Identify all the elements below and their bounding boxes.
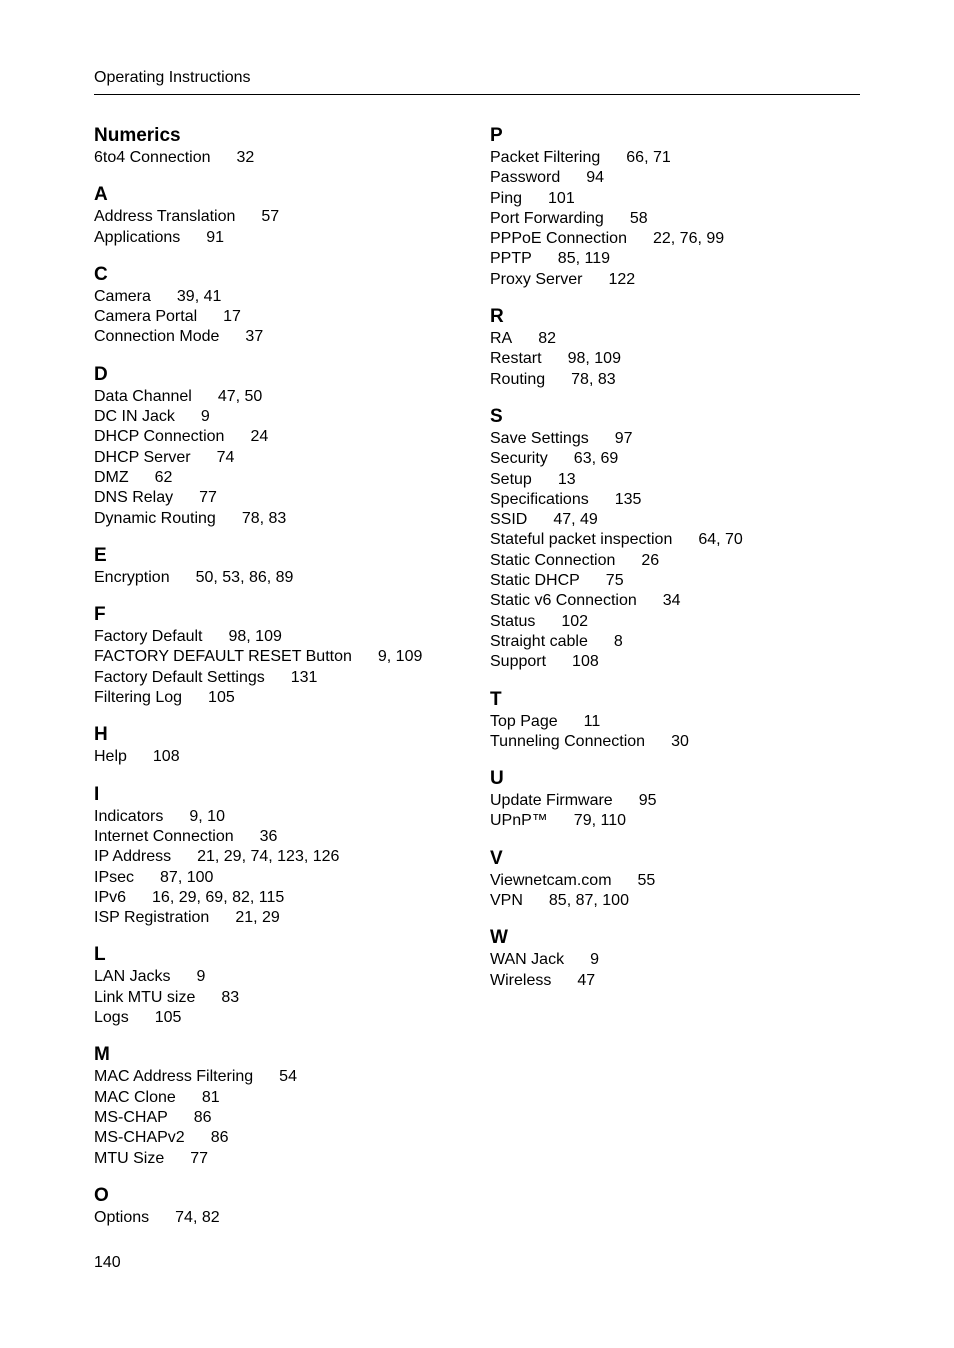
index-page-numbers: 77 xyxy=(190,1149,209,1167)
index-page-numbers: 9, 109 xyxy=(377,648,423,666)
index-entry xyxy=(94,1128,474,1148)
index-term: RA xyxy=(490,330,513,348)
index-section xyxy=(94,263,474,348)
index-page-numbers: 54 xyxy=(279,1068,297,1086)
index-page-numbers: 50, 53, 86, 89 xyxy=(195,568,294,586)
index-term: FACTORY DEFAULT RESET Button xyxy=(94,648,352,666)
index-term: Specifications xyxy=(490,490,589,508)
index-section xyxy=(94,1043,474,1168)
index-term: Encryption xyxy=(94,568,170,586)
index-term: Stateful packet inspection xyxy=(490,531,673,549)
section-heading: M xyxy=(94,1044,110,1066)
index-page-numbers: 24 xyxy=(250,428,269,446)
index-entry xyxy=(94,407,474,427)
index-entry xyxy=(490,591,870,611)
index-page-numbers: 63, 69 xyxy=(573,450,619,468)
index-term: Filtering Log xyxy=(94,689,183,707)
index-entry xyxy=(94,1208,474,1228)
index-page-numbers: 78, 83 xyxy=(241,509,287,527)
index-page-numbers: 97 xyxy=(614,429,633,447)
index-page-numbers: 86 xyxy=(210,1129,229,1147)
page-header: Operating Instructions xyxy=(94,69,251,86)
index-term: Options xyxy=(94,1208,150,1226)
section-heading: V xyxy=(490,847,503,869)
index-section xyxy=(94,723,474,767)
section-heading: O xyxy=(94,1184,109,1206)
index-page-numbers: 78, 83 xyxy=(571,370,616,388)
index-entry xyxy=(490,329,870,349)
index-section xyxy=(490,926,870,991)
index-entry xyxy=(490,652,870,672)
section-heading: Numerics xyxy=(94,125,181,146)
index-entry xyxy=(94,647,474,667)
index-page-numbers: 102 xyxy=(561,612,589,630)
index-page-numbers: 9 xyxy=(200,408,210,426)
index-term: SSID xyxy=(490,511,528,529)
index-page-numbers: 39, 41 xyxy=(176,287,222,305)
index-page-numbers: 55 xyxy=(637,871,656,889)
index-page-numbers: 74 xyxy=(216,448,235,466)
index-entry xyxy=(490,612,870,632)
index-entry xyxy=(490,871,870,891)
index-entry xyxy=(490,270,870,290)
index-entry xyxy=(94,668,474,688)
index-term: DHCP Connection xyxy=(94,428,225,446)
index-entry xyxy=(94,868,474,888)
index-term: Security xyxy=(490,450,548,468)
index-entry xyxy=(94,988,474,1008)
index-term: Proxy Server xyxy=(490,270,583,288)
index-page-numbers: 26 xyxy=(641,551,660,569)
index-term: Top Page xyxy=(490,712,558,730)
index-term: MAC Address Filtering xyxy=(94,1068,254,1086)
index-section xyxy=(94,544,474,588)
index-section xyxy=(490,405,870,673)
index-page-numbers: 79, 110 xyxy=(573,812,626,830)
index-entry xyxy=(490,571,870,591)
index-term: DHCP Server xyxy=(94,448,191,466)
index-term: Static Connection xyxy=(490,551,616,569)
index-term: Logs xyxy=(94,1009,129,1027)
index-page-numbers: 47, 49 xyxy=(553,511,598,529)
index-term: Viewnetcam.com xyxy=(490,871,612,889)
index-page-numbers: 85, 119 xyxy=(557,250,610,268)
index-column-right xyxy=(490,124,870,1006)
index-page-numbers: 62 xyxy=(154,468,173,486)
index-entry xyxy=(490,530,870,550)
index-term: Dynamic Routing xyxy=(94,509,216,527)
section-heading: E xyxy=(94,544,107,566)
index-page-numbers: 21, 29 xyxy=(235,909,280,927)
index-page-numbers: 105 xyxy=(154,1009,182,1027)
index-term: IPv6 xyxy=(94,888,127,906)
index-entry xyxy=(490,791,870,811)
section-heading: L xyxy=(94,944,106,966)
index-page-numbers: 131 xyxy=(290,668,318,686)
index-term: Routing xyxy=(490,370,546,388)
index-entry xyxy=(94,747,474,767)
index-entry xyxy=(94,387,474,407)
index-entry xyxy=(490,950,870,970)
index-entry xyxy=(490,510,870,530)
index-term: Indicators xyxy=(94,807,164,825)
index-entry xyxy=(94,488,474,508)
index-page-numbers: 21, 29, 74, 123, 126 xyxy=(197,848,340,866)
index-entry xyxy=(490,470,870,490)
index-term: Address Translation xyxy=(94,208,236,226)
index-page-numbers: 47 xyxy=(577,971,596,989)
section-heading: D xyxy=(94,363,108,385)
index-page-numbers: 94 xyxy=(586,169,605,187)
index-page-numbers: 101 xyxy=(548,189,575,207)
index-page-numbers: 22, 76, 99 xyxy=(652,230,725,248)
index-section xyxy=(94,124,474,168)
page-number: 140 xyxy=(94,1254,121,1271)
index-section xyxy=(94,363,474,529)
index-term: Packet Filtering xyxy=(490,149,601,166)
index-section xyxy=(94,1184,474,1228)
section-heading: A xyxy=(94,184,108,206)
index-term: Port Forwarding xyxy=(490,209,604,227)
section-heading: H xyxy=(94,724,108,746)
index-term: DMZ xyxy=(94,468,129,486)
index-entry xyxy=(490,490,870,510)
index-entry xyxy=(490,449,870,469)
index-entry xyxy=(94,1108,474,1128)
index-entry xyxy=(490,732,870,752)
index-page-numbers: 36 xyxy=(259,827,278,845)
index-section xyxy=(490,688,870,753)
index-page-numbers: 37 xyxy=(245,328,264,346)
index-entry xyxy=(94,847,474,867)
index-page-numbers: 91 xyxy=(206,228,225,246)
index-entry xyxy=(94,627,474,647)
index-term: Static DHCP xyxy=(490,572,580,590)
index-section xyxy=(94,603,474,708)
index-entry xyxy=(94,207,474,227)
index-term: IP Address xyxy=(94,848,172,866)
index-entry xyxy=(94,448,474,468)
index-term: Internet Connection xyxy=(94,827,234,845)
index-page-numbers: 17 xyxy=(223,308,241,326)
index-term: Link MTU size xyxy=(94,988,196,1006)
index-term: LAN Jacks xyxy=(94,968,171,986)
index-term: ISP Registration xyxy=(94,909,210,927)
section-heading: W xyxy=(490,927,508,949)
index-term: Camera Portal xyxy=(94,308,198,326)
section-heading: C xyxy=(94,263,108,285)
index-term: MS-CHAPv2 xyxy=(94,1129,185,1147)
index-term: Help xyxy=(94,748,127,766)
index-entry xyxy=(490,249,870,269)
index-entry xyxy=(94,827,474,847)
index-entry xyxy=(94,688,474,708)
index-term: Factory Default Settings xyxy=(94,668,265,686)
index-section xyxy=(94,783,474,929)
index-term: Status xyxy=(490,612,536,630)
index-page-numbers: 30 xyxy=(671,732,689,750)
index-page-numbers: 108 xyxy=(572,653,599,671)
index-page-numbers: 83 xyxy=(221,988,240,1006)
index-entry xyxy=(94,307,474,327)
index-page-numbers: 105 xyxy=(208,689,235,707)
index-entry xyxy=(94,1088,474,1108)
index-entry xyxy=(94,807,474,827)
index-section xyxy=(490,847,870,912)
index-entry xyxy=(490,349,870,369)
index-page-numbers: 9 xyxy=(196,968,206,986)
index-term: Password xyxy=(490,169,561,187)
index-term: Camera xyxy=(94,287,151,305)
index-page-numbers: 77 xyxy=(199,489,217,507)
index-entry xyxy=(94,967,474,987)
index-page-numbers: 81 xyxy=(201,1088,220,1106)
index-page-numbers: 98, 109 xyxy=(567,350,621,368)
section-heading: I xyxy=(94,783,100,805)
index-entry xyxy=(490,209,870,229)
index-entry xyxy=(94,568,474,588)
index-term: Setup xyxy=(490,470,532,488)
index-page-numbers: 64, 70 xyxy=(698,531,743,549)
index-entry xyxy=(94,468,474,488)
index-page-numbers: 16, 29, 69, 82, 115 xyxy=(152,888,285,906)
index-entry xyxy=(94,427,474,447)
section-heading: P xyxy=(490,125,503,146)
index-term: WAN Jack xyxy=(490,951,565,969)
index-section xyxy=(490,124,870,290)
index-entry xyxy=(490,168,870,188)
index-term: IPsec xyxy=(94,868,135,886)
index-term: Tunneling Connection xyxy=(490,732,646,750)
index-page-numbers: 47, 50 xyxy=(217,387,263,405)
index-section xyxy=(490,305,870,390)
index-term: VPN xyxy=(490,892,523,910)
index-entry xyxy=(94,509,474,529)
index-term: PPTP xyxy=(490,250,532,268)
index-page-numbers: 57 xyxy=(261,208,280,226)
index-section xyxy=(94,943,474,1028)
index-page-numbers: 82 xyxy=(538,330,557,348)
index-page-numbers: 85, 87, 100 xyxy=(548,892,629,910)
index-entry xyxy=(490,189,870,209)
index-page-numbers: 87, 100 xyxy=(160,868,214,886)
index-term: PPPoE Connection xyxy=(490,230,627,248)
index-term: MTU Size xyxy=(94,1149,165,1167)
index-entry xyxy=(490,429,870,449)
index-entry xyxy=(94,1149,474,1169)
index-page-numbers: 75 xyxy=(605,572,624,590)
index-page-numbers: 11 xyxy=(583,712,601,730)
index-section xyxy=(94,183,474,248)
index-page-numbers: 95 xyxy=(638,792,657,810)
index-section xyxy=(490,767,870,832)
index-page-numbers: 58 xyxy=(629,209,648,227)
section-heading: S xyxy=(490,405,503,427)
index-entry xyxy=(94,327,474,347)
section-heading: R xyxy=(490,306,504,328)
index-column-left xyxy=(94,124,474,1243)
index-page-numbers: 13 xyxy=(557,470,576,488)
index-entry xyxy=(490,148,870,168)
index-entry xyxy=(94,888,474,908)
index-entry xyxy=(490,229,870,249)
index-page-numbers: 32 xyxy=(236,149,255,166)
index-term: MS-CHAP xyxy=(94,1108,168,1126)
index-entry xyxy=(490,971,870,991)
index-entry xyxy=(490,632,870,652)
index-term: 6to4 Connection xyxy=(94,149,211,166)
index-page-numbers: 74, 82 xyxy=(175,1208,220,1226)
index-term: Wireless xyxy=(490,971,552,989)
index-page-numbers: 122 xyxy=(608,270,636,288)
index-term: UPnP™ xyxy=(490,812,548,830)
index-term: Support xyxy=(490,653,547,671)
index-term: Ping xyxy=(490,189,523,207)
section-heading: F xyxy=(94,604,106,626)
index-page-numbers: 9, 10 xyxy=(189,807,225,825)
index-entry xyxy=(94,148,474,168)
index-page-numbers: 108 xyxy=(152,748,180,766)
section-heading: T xyxy=(490,688,502,710)
index-term: Straight cable xyxy=(490,632,588,650)
index-entry xyxy=(94,228,474,248)
index-term: Save Settings xyxy=(490,429,589,447)
index-entry xyxy=(490,551,870,571)
index-entry xyxy=(490,712,870,732)
section-heading: U xyxy=(490,768,504,790)
index-term: DC IN Jack xyxy=(94,408,175,426)
index-term: DNS Relay xyxy=(94,489,174,507)
index-entry xyxy=(94,1067,474,1087)
index-entry xyxy=(94,1008,474,1028)
index-page-numbers: 34 xyxy=(662,592,681,610)
index-page-numbers: 135 xyxy=(614,490,642,508)
index-page-numbers: 86 xyxy=(193,1108,212,1126)
index-page-numbers: 8 xyxy=(613,632,623,650)
index-term: Data Channel xyxy=(94,387,192,405)
index-term: Connection Mode xyxy=(94,328,220,346)
index-term: Applications xyxy=(94,228,181,246)
index-term: MAC Clone xyxy=(94,1088,176,1106)
index-entry xyxy=(490,370,870,390)
index-term: Update Firmware xyxy=(490,792,613,810)
index-entry xyxy=(94,287,474,307)
index-term: Static v6 Connection xyxy=(490,592,637,610)
index-entry xyxy=(490,811,870,831)
index-entry xyxy=(490,891,870,911)
index-term: Factory Default xyxy=(94,628,203,646)
index-entry xyxy=(94,908,474,928)
index-page-numbers: 9 xyxy=(590,951,599,969)
index-page-numbers: 66, 71 xyxy=(626,149,671,166)
header-rule xyxy=(94,94,860,95)
index-page-numbers: 98, 109 xyxy=(228,628,282,646)
index-term: Restart xyxy=(490,350,542,368)
